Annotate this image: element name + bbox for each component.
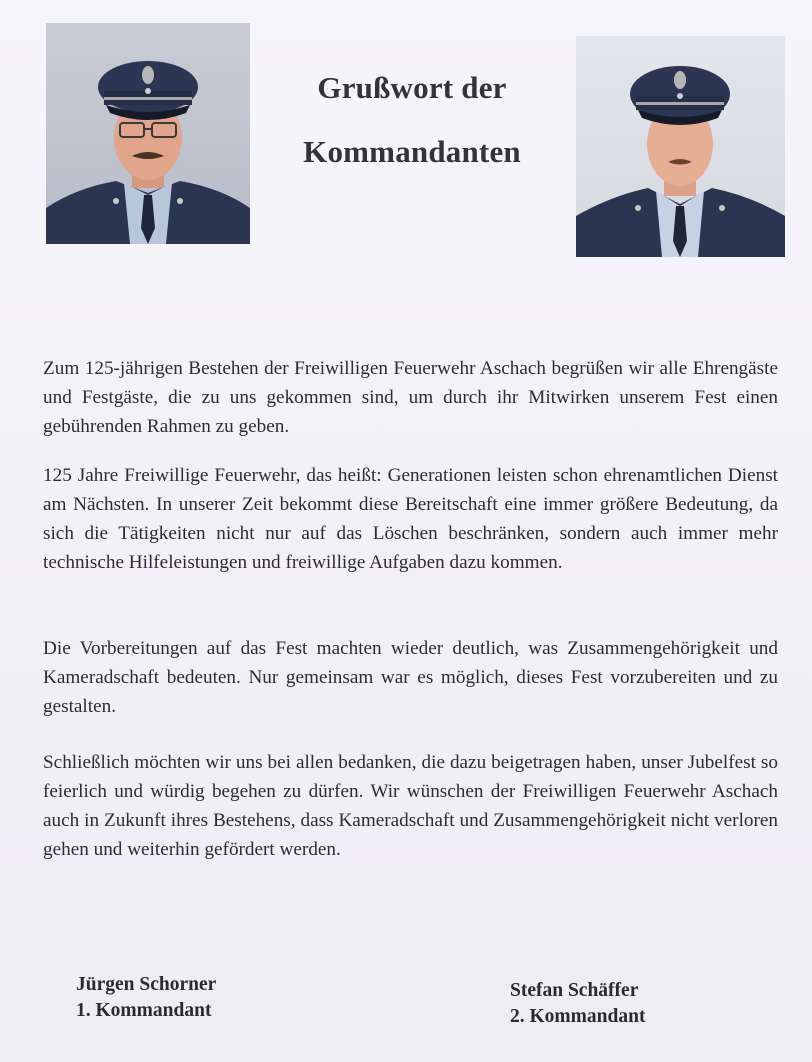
paragraph <box>43 354 778 441</box>
portrait-photo-icon <box>46 23 250 244</box>
paragraph <box>43 634 778 721</box>
paragraph <box>43 748 778 864</box>
signature-role: 2. Kommandant <box>510 1006 646 1027</box>
signature-right <box>510 978 645 1030</box>
page-title-line2: Kommandanten <box>303 134 521 169</box>
paragraph-text: 125 Jahre Freiwillige Feuerwehr, das heißt: Generationen leisten schon ehrenamtlichen Dienst am Nächsten. In unserer Zeit bekommt diese Bereitschaft eine immer größere Bedeutung, da sich die Tätigkeiten nicht nur auf das Löschen beschränken, sondern auch immer mehr technische Hilfeleistungen und freiwillige Aufgaben dazu kommen. <box>43 465 778 573</box>
signature-left <box>76 972 216 1024</box>
portrait-photo-icon <box>576 36 785 257</box>
paragraph-text: Die Vorbereitungen auf das Fest machten wieder deutlich, was Zusammengehörigkeit und Kameradschaft bedeuten. Nur gemeinsam war es möglich, dieses Fest vorzubereiten und zu gestalten. <box>43 638 778 717</box>
paragraph-text: Schließlich möchten wir uns bei allen bedanken, die dazu beigetragen haben, unser Jubelfest so feierlich und würdig begehen zu dürfen. Wir wünschen der Freiwilligen Feuerwehr Aschach auch in Zukunft ihres Bestehens, dass Kameradschaft und Zusammengehörigkeit nicht verloren gehen und weiterhin gefördert werden. <box>43 752 778 860</box>
portrait-photo-left <box>46 23 250 244</box>
signature-name: Stefan Schäffer <box>510 980 639 1001</box>
portrait-photo-right <box>576 36 785 257</box>
signature-role: 1. Kommandant <box>76 1000 212 1021</box>
signature-name: Jürgen Schorner <box>76 974 217 995</box>
paragraph <box>43 461 778 577</box>
page-title-line1: Grußwort der <box>317 70 507 105</box>
paragraph-text: Zum 125-jährigen Bestehen der Freiwilligen Feuerwehr Aschach begrüßen wir alle Ehrengäste und Festgäste, die zu uns gekommen sind, um durch ihr Mitwirken unserem Fest einen gebührenden Rahmen zu geben. <box>43 358 778 437</box>
